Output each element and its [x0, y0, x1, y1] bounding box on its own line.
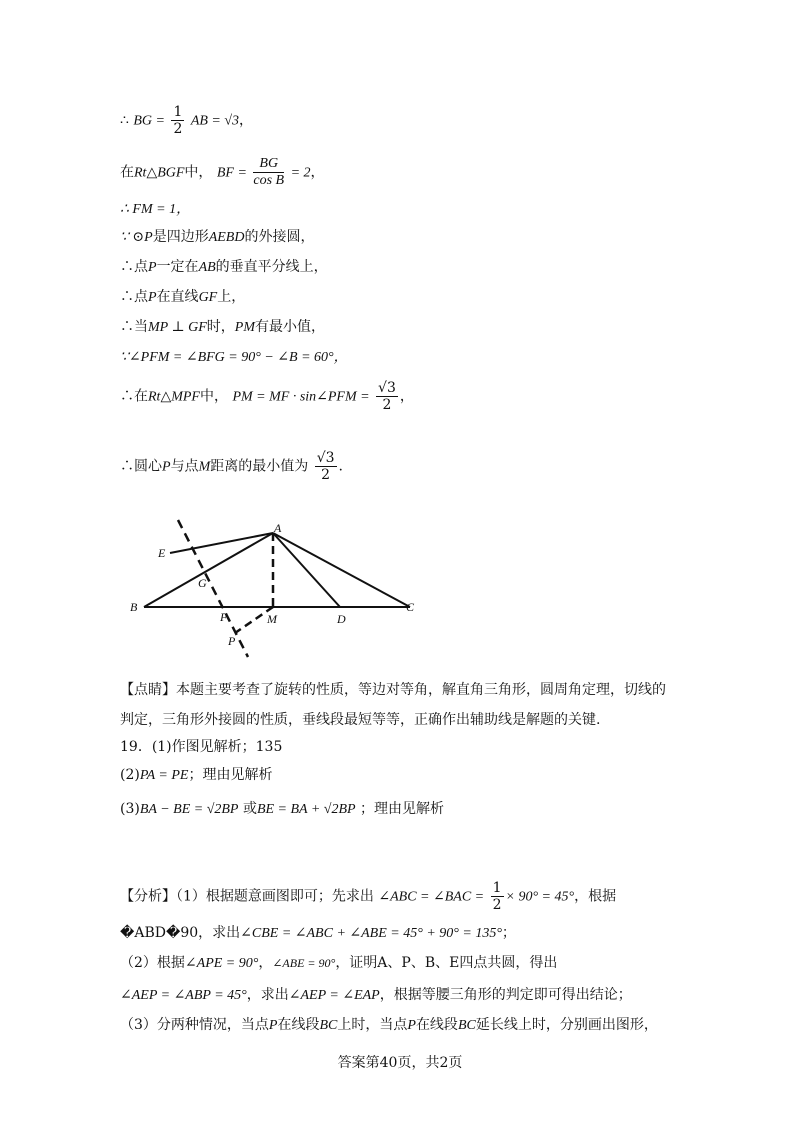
- label-d: D: [337, 612, 346, 626]
- therefore-symbol: ∴: [120, 112, 129, 129]
- line-gf: ∴点P在直线GF上，: [120, 289, 246, 305]
- review-paragraph: 【点睛】本题主要考查了旋转的性质，等边对等角，解直角三角形，圆周角定理，切线的 判定，三角形外接圆的性质，垂线段最短等等，正确作出辅助线是解题的关键.: [120, 682, 666, 728]
- label-b: B: [130, 600, 138, 614]
- label-a: A: [274, 521, 282, 535]
- line-conclusion: ∴圆心P与点M距离的最小值为 $\frac{√3}{2}$ .: [120, 450, 343, 483]
- label-e: E: [158, 546, 166, 560]
- label-p: P: [228, 634, 236, 648]
- label-g: G: [198, 576, 207, 590]
- fraction: $\frac{1}{2}$: [492, 880, 502, 913]
- line-bg: ∴ BG = $\frac{1}{2}$ AB = √3，: [120, 104, 254, 137]
- label-f: F: [220, 610, 228, 624]
- segment-ac: [273, 533, 410, 607]
- line-bf: 在Rt△BGF中， BF = $\frac{BG}{\text{cos B}}$ = 2，: [120, 156, 325, 188]
- q19-head: 19．(1)作图见解析；135: [120, 739, 283, 755]
- line-pm: ∴在Rt△MPF中， PM = MF · sin∠PFM = $\frac{√3}{2}$ ，: [120, 380, 414, 413]
- line-fm: ∴ FM = 1，: [120, 202, 191, 217]
- page-footer: 答案第40页，共2页: [337, 1055, 463, 1071]
- review-tag: 【点睛】: [120, 682, 176, 698]
- analysis-line-1: 【分析】（1）根据题意画图即可；先求出 ∠ABC = ∠BAC = $\frac{1}{2}$ × 90° = 45°，根据: [120, 880, 617, 913]
- line-circle: ∵ ⊙P是四边形AEBD的外接圆，: [120, 229, 315, 245]
- segment-ad: [273, 533, 340, 607]
- fraction: $\frac{√3}{2}$: [316, 450, 335, 483]
- formula-part: BG =: [133, 113, 165, 129]
- segment-ab: [144, 533, 273, 607]
- q19-part3: (3)BA − BE = √2BP 或BE = BA + √2BP ；理由见解析: [120, 801, 445, 817]
- line-min: ∴当MP ⊥ GF时，PM有最小值，: [120, 319, 326, 335]
- line-bisector: ∴点P一定在AB的垂直平分线上，: [120, 259, 328, 275]
- fraction: $\frac{BG}{\text{cos B}}$: [253, 156, 285, 188]
- analysis-tag: 【分析】: [120, 888, 176, 905]
- label-c: C: [406, 600, 415, 614]
- label-m: M: [267, 612, 277, 626]
- fraction: $\frac{√3}{2}$: [378, 380, 396, 413]
- line-angle: ∵∠PFM = ∠BFG = 90° − ∠B = 60°，: [120, 350, 348, 365]
- q19-part2: (2)PA = PE；理由见解析: [120, 767, 273, 783]
- geometry-figure: [120, 515, 430, 665]
- analysis-line-4: ∠AEP = ∠ABP = 45°，求出∠AEP = ∠EAP，根据等腰三角形的判定即可得出结论；: [120, 987, 632, 1003]
- formula-part: AB = √3: [190, 113, 240, 129]
- analysis-line-2: �ABD�90，求出∠CBE = ∠ABC + ∠ABE = 45° + 90° = 135°；: [120, 925, 516, 941]
- fraction: $\frac{1}{2}$: [173, 104, 183, 137]
- analysis-line-3: （2）根据∠APE = 90°，∠ABE = 90°，证明A、P、B、E四点共圆，得出: [120, 955, 558, 971]
- analysis-line-5: （3）分两种情况，当点P在线段BC上时，当点P在线段BC延长线上时，分别画出图形，: [120, 1017, 658, 1033]
